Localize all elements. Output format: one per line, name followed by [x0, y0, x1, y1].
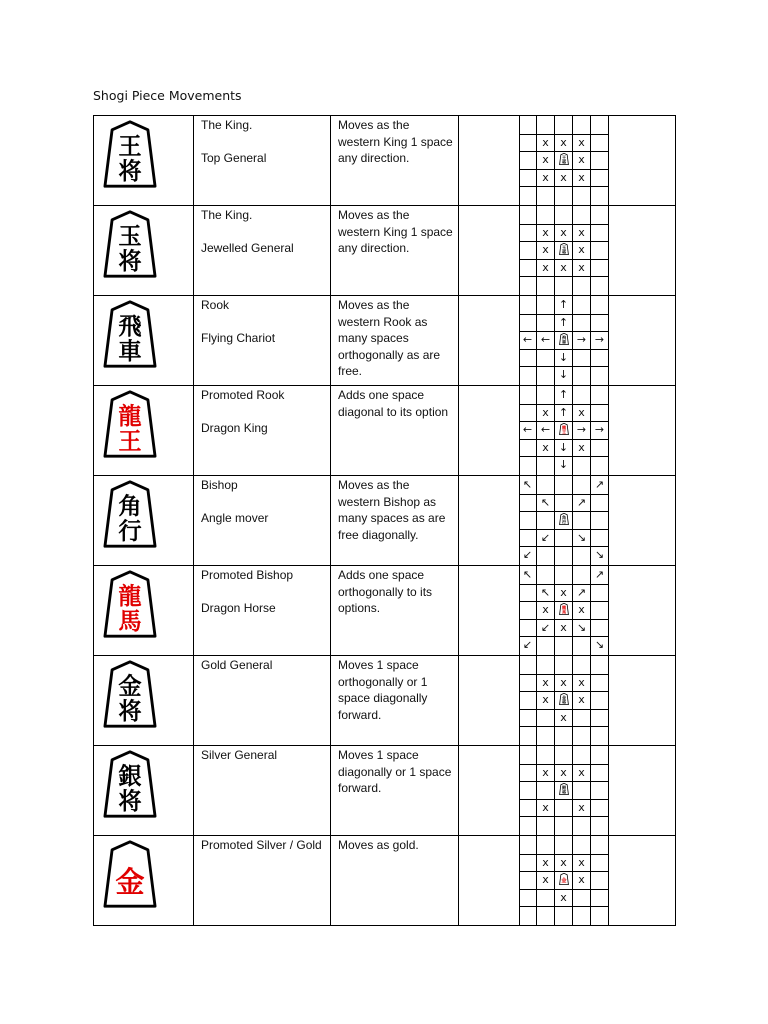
piece-kanji: 王: [118, 133, 142, 160]
grid-arrow: ↖: [540, 585, 551, 599]
piece-kanji: 玉: [561, 245, 566, 250]
piece-image-cell: [94, 566, 194, 656]
grid-line: [590, 746, 591, 835]
grid-move-mark: x: [560, 855, 567, 869]
piece-name: The King.: [201, 208, 253, 222]
piece-image-cell: [94, 206, 194, 296]
shogi-piece-icon: [103, 570, 157, 643]
grid-line: [519, 116, 520, 205]
grid-move-mark: x: [578, 260, 585, 274]
grid-line: [519, 906, 609, 907]
grid-move-mark: x: [542, 800, 549, 814]
grid-arrow: →: [576, 423, 587, 436]
grid-arrow: ↓: [558, 350, 569, 364]
piece-row: [94, 476, 676, 566]
grid-move-mark: x: [578, 170, 585, 184]
movement-grid: [459, 476, 675, 565]
grid-piece-marker: [555, 151, 572, 168]
grid-line: [608, 746, 609, 835]
grid-piece-marker: [555, 601, 572, 618]
grid-move-mark: x: [542, 693, 549, 706]
grid-arrow: →: [576, 333, 587, 346]
piece-kanji: 金: [118, 673, 142, 700]
piece-kanji: 銀: [118, 763, 142, 790]
piece-name: Rook: [201, 298, 230, 312]
piece-image-cell: [94, 116, 194, 206]
grid-line: [536, 476, 537, 565]
piece-name-cell: [194, 206, 331, 296]
grid-piece-marker: [555, 781, 572, 798]
grid-move-mark: x: [542, 765, 549, 779]
piece-kanji: 飛: [561, 335, 566, 340]
grid-piece-marker: [555, 511, 572, 528]
grid-move-mark: x: [542, 603, 549, 616]
piece-name: Bishop: [201, 478, 238, 492]
piece-alt-name: Flying Chariot: [201, 330, 276, 345]
piece-kanji: 飛: [118, 313, 142, 340]
piece-name-cell: [194, 566, 331, 656]
grid-arrow: ↑: [558, 298, 569, 311]
grid-move-mark: x: [542, 225, 549, 239]
grid-arrow: ↘: [576, 620, 587, 634]
grid-move-mark: x: [578, 225, 585, 239]
grid-piece-marker: [555, 421, 572, 438]
grid-move-mark: x: [578, 765, 585, 779]
grid-line: [519, 529, 609, 530]
piece-name-cell: [194, 116, 331, 206]
movement-grid-cell: [459, 296, 676, 386]
grid-line: [608, 206, 609, 295]
piece-kanji: 将: [561, 699, 566, 705]
grid-line: [572, 746, 573, 835]
grid-line: [519, 494, 609, 495]
piece-description: Adds one space orthogonally to its options.: [331, 566, 459, 656]
piece-description: Moves as the western King 1 space any direction.: [331, 116, 459, 206]
piece-name: Promoted Bishop: [201, 568, 294, 582]
piece-kanji: 将: [118, 698, 142, 726]
piece-kanji: 金: [560, 878, 567, 885]
grid-arrow: ↑: [558, 388, 569, 401]
piece-kanji: 将: [118, 788, 142, 816]
shogi-piece-icon: [103, 300, 157, 373]
grid-move-mark: x: [560, 135, 567, 149]
shogi-piece-icon: [103, 750, 157, 823]
grid-move-mark: x: [578, 440, 585, 454]
grid-piece-marker: [555, 331, 572, 348]
grid-move-mark: x: [542, 135, 549, 149]
movement-grid-cell: [459, 206, 676, 296]
grid-arrow: ↗: [576, 495, 587, 509]
shogi-piece-icon: [103, 210, 157, 283]
grid-arrow: ↓: [558, 458, 569, 471]
grid-arrow: ↘: [576, 530, 587, 544]
shogi-piece-icon: [103, 660, 157, 733]
grid-move-mark: x: [542, 260, 549, 274]
piece-kanji: 将: [561, 789, 566, 795]
grid-move-mark: x: [560, 765, 567, 779]
piece-description: Moves as the western Rook as many spaces orthogonally as are free.: [331, 296, 459, 386]
grid-move-mark: x: [542, 440, 549, 454]
piece-description: Moves as the western King 1 space any direction.: [331, 206, 459, 296]
piece-kanji: 将: [118, 158, 142, 186]
grid-arrow: ↗: [576, 585, 587, 599]
grid-move-mark: x: [578, 243, 585, 256]
piece-kanji: 王: [561, 155, 566, 160]
piece-alt-name: Top General: [201, 150, 267, 165]
piece-description: Moves as the western Bishop as many spaces as are free diagonally.: [331, 476, 459, 566]
grid-line: [590, 836, 591, 925]
grid-move-mark: x: [578, 675, 585, 689]
shogi-piece-icon: [103, 840, 157, 913]
piece-row: [94, 566, 676, 656]
piece-kanji: 銀: [561, 785, 566, 790]
grid-arrow: ↓: [558, 368, 569, 381]
grid-move-mark: x: [542, 873, 549, 886]
piece-kanji: 金: [561, 695, 566, 700]
piece-row: [94, 206, 676, 296]
grid-move-mark: x: [578, 855, 585, 869]
piece-kanji: 龍: [561, 425, 566, 430]
grid-move-mark: x: [542, 675, 549, 689]
grid-arrow: ↙: [540, 530, 551, 544]
piece-name-cell: [194, 296, 331, 386]
shogi-piece-icon: [103, 120, 157, 193]
shogi-piece-icon: [103, 480, 157, 553]
grid-arrow: ←: [540, 333, 551, 346]
piece-name-cell: [194, 656, 331, 746]
grid-arrow: ↖: [522, 568, 533, 581]
grid-piece-marker: [555, 871, 572, 888]
movement-grid: [459, 386, 675, 475]
piece-alt-name: Angle mover: [201, 510, 269, 525]
grid-arrow: →: [594, 333, 605, 346]
grid-line: [608, 656, 609, 745]
piece-kanji: 玉: [118, 223, 142, 250]
grid-move-mark: x: [560, 585, 567, 599]
grid-move-mark: x: [542, 243, 549, 256]
grid-arrow: ↘: [594, 638, 605, 651]
grid-piece-marker: [555, 241, 572, 258]
grid-move-mark: x: [560, 260, 567, 274]
piece-kanji: 馬: [561, 609, 566, 615]
grid-piece-marker: [555, 691, 572, 708]
grid-move-mark: x: [560, 620, 567, 634]
grid-move-mark: x: [542, 855, 549, 869]
movement-grid: [459, 566, 675, 655]
movement-grid: [459, 206, 675, 295]
grid-move-mark: x: [560, 890, 567, 904]
piece-alt-name: Dragon Horse: [201, 600, 276, 615]
piece-image-cell: [94, 476, 194, 566]
movement-grid-cell: [459, 656, 676, 746]
piece-image-cell: [94, 836, 194, 926]
grid-move-mark: x: [560, 710, 567, 724]
grid-line: [519, 206, 520, 295]
piece-row: [94, 386, 676, 476]
grid-arrow: ↘: [594, 548, 605, 561]
piece-movement-table: [93, 115, 676, 926]
movement-grid-cell: [459, 566, 676, 656]
grid-arrow: ↗: [594, 478, 605, 491]
piece-kanji: 王: [118, 428, 142, 456]
movement-grid-cell: [459, 386, 676, 476]
piece-image-cell: [94, 746, 194, 836]
grid-move-mark: x: [578, 153, 585, 166]
grid-line: [608, 386, 609, 475]
grid-arrow: ↖: [522, 478, 533, 491]
piece-kanji: 金: [115, 864, 145, 899]
grid-arrow: ↙: [540, 620, 551, 634]
piece-kanji: 将: [561, 159, 566, 165]
grid-move-mark: x: [578, 693, 585, 706]
movement-grid-cell: [459, 746, 676, 836]
document-title: Shogi Piece Movements: [93, 88, 242, 103]
grid-move-mark: x: [578, 873, 585, 886]
grid-move-mark: x: [542, 170, 549, 184]
grid-arrow: →: [594, 423, 605, 436]
grid-line: [608, 116, 609, 205]
grid-move-mark: x: [542, 405, 549, 419]
piece-description: Moves 1 space diagonally or 1 space forward.: [331, 746, 459, 836]
grid-line: [608, 566, 609, 655]
movement-grid: [459, 746, 675, 835]
grid-line: [590, 206, 591, 295]
movement-grid-cell: [459, 476, 676, 566]
grid-arrow: ←: [522, 333, 533, 346]
grid-arrow: ←: [522, 423, 533, 436]
movement-grid: [459, 116, 675, 205]
grid-arrow: ↑: [558, 315, 569, 329]
piece-kanji: 王: [561, 429, 566, 435]
piece-kanji: 龍: [561, 605, 566, 610]
piece-row: [94, 116, 676, 206]
piece-name: The King.: [201, 118, 253, 132]
piece-name-cell: [194, 836, 331, 926]
grid-move-mark: x: [560, 170, 567, 184]
grid-line: [608, 476, 609, 565]
piece-image-cell: [94, 656, 194, 746]
piece-kanji: 馬: [118, 608, 142, 636]
grid-move-mark: x: [578, 603, 585, 616]
grid-line: [519, 656, 520, 745]
movement-grid-cell: [459, 836, 676, 926]
piece-row: [94, 836, 676, 926]
piece-row: [94, 746, 676, 836]
grid-arrow: ↑: [558, 405, 569, 419]
piece-kanji: 龍: [118, 403, 142, 430]
piece-kanji: 将: [561, 249, 566, 255]
grid-line: [519, 746, 520, 835]
grid-line: [519, 186, 609, 187]
piece-name: Gold General: [201, 658, 273, 672]
piece-kanji: 将: [118, 248, 142, 276]
grid-line: [590, 656, 591, 745]
grid-arrow: ←: [540, 423, 551, 436]
grid-arrow: ↙: [522, 638, 533, 651]
movement-grid: [459, 296, 675, 385]
shogi-piece-icon: [103, 390, 157, 463]
piece-description: Adds one space diagonal to its option: [331, 386, 459, 476]
piece-row: [94, 656, 676, 746]
piece-description: Moves 1 space orthogonally or 1 space diagonally forward.: [331, 656, 459, 746]
grid-line: [590, 116, 591, 205]
movement-grid-cell: [459, 116, 676, 206]
piece-image-cell: [94, 296, 194, 386]
grid-move-mark: x: [578, 405, 585, 419]
movement-grid: [459, 656, 675, 745]
piece-name: Promoted Rook: [201, 388, 285, 402]
piece-kanji: 車: [118, 338, 142, 366]
grid-move-mark: x: [578, 800, 585, 814]
piece-name: Silver General: [201, 748, 278, 762]
piece-kanji: 角: [561, 515, 566, 520]
piece-name-cell: [194, 476, 331, 566]
grid-move-mark: x: [560, 225, 567, 239]
piece-name: Promoted Silver / Gold: [201, 838, 322, 852]
grid-arrow: ↗: [594, 568, 605, 581]
grid-line: [536, 746, 537, 835]
piece-kanji: 車: [561, 339, 566, 345]
piece-description: Moves as gold.: [331, 836, 459, 926]
piece-name-cell: [194, 746, 331, 836]
grid-line: [519, 836, 520, 925]
piece-kanji: 角: [118, 493, 142, 520]
grid-arrow: ↓: [558, 440, 569, 454]
grid-line: [519, 276, 609, 277]
movement-grid: [459, 836, 675, 925]
piece-kanji: 行: [561, 519, 566, 525]
grid-move-mark: x: [560, 675, 567, 689]
grid-arrow: ↙: [522, 548, 533, 561]
grid-line: [519, 799, 609, 800]
grid-line: [608, 836, 609, 925]
grid-move-mark: x: [542, 153, 549, 166]
grid-arrow: ↖: [540, 495, 551, 509]
piece-row: [94, 296, 676, 386]
grid-line: [608, 296, 609, 385]
piece-kanji: 龍: [118, 583, 142, 610]
piece-name-cell: [194, 386, 331, 476]
grid-line: [572, 476, 573, 565]
piece-alt-name: Jewelled General: [201, 240, 294, 255]
piece-table-body: [94, 116, 676, 926]
grid-line: [519, 816, 609, 817]
piece-image-cell: [94, 386, 194, 476]
piece-alt-name: Dragon King: [201, 420, 268, 435]
grid-move-mark: x: [578, 135, 585, 149]
grid-line: [519, 726, 609, 727]
piece-kanji: 行: [118, 518, 142, 546]
